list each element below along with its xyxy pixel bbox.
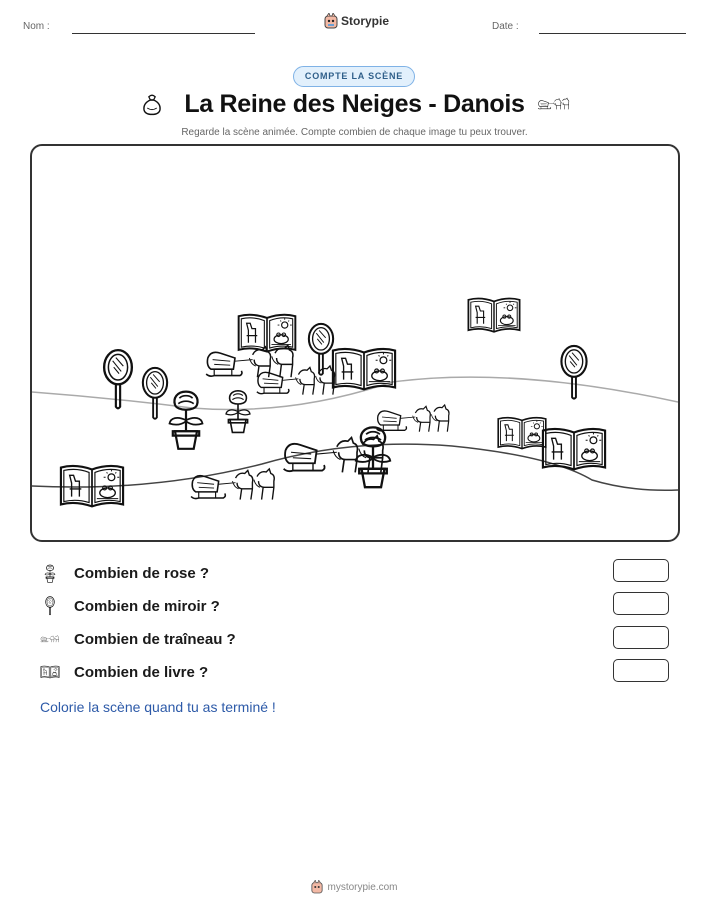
- answer-box-mirror[interactable]: [613, 592, 669, 615]
- mirror-icon: [40, 596, 60, 616]
- answer-box-rose[interactable]: [613, 559, 669, 582]
- storypie-mascot-icon: [311, 880, 323, 894]
- scene-illustration: [32, 146, 678, 540]
- brand-name: Storypie: [341, 14, 390, 28]
- counting-scene[interactable]: [30, 144, 680, 542]
- hill-back-line: [32, 377, 678, 409]
- sleigh-4[interactable]: [377, 405, 449, 432]
- rose-2[interactable]: [226, 391, 250, 433]
- storypie-mascot-icon: [324, 13, 338, 29]
- activity-badge: COMPTE LA SCÈNE: [293, 66, 415, 87]
- book-4[interactable]: [498, 418, 546, 449]
- footer-url[interactable]: mystorypie.com: [327, 881, 398, 893]
- question-sleigh-label: Combien de traîneau ?: [74, 630, 236, 648]
- book-icon: [40, 662, 60, 682]
- book-5[interactable]: [543, 429, 605, 469]
- coloring-instruction: Colorie la scène quand tu as terminé !: [40, 699, 276, 715]
- book-2[interactable]: [333, 349, 395, 389]
- mirror-4[interactable]: [561, 346, 586, 399]
- page-subtitle: Regarde la scène animée. Compte combien de chaque image tu peux trouver.: [181, 127, 528, 138]
- date-label: Date :: [492, 21, 519, 32]
- sleigh-icon: [537, 96, 571, 112]
- name-line[interactable]: [72, 33, 255, 34]
- page-title: La Reine des Neiges - Danois: [184, 90, 525, 118]
- question-book: [40, 659, 208, 685]
- date-line[interactable]: [539, 33, 686, 34]
- sleigh-1[interactable]: [206, 345, 293, 377]
- question-sleigh: [40, 626, 236, 652]
- sleigh-3[interactable]: [284, 436, 383, 473]
- rose-1[interactable]: [170, 392, 203, 449]
- question-book-label: Combien de livre ?: [74, 663, 209, 681]
- question-rose-label: Combien de rose ?: [74, 564, 210, 582]
- brand-logo: [324, 13, 389, 29]
- book-3[interactable]: [468, 299, 519, 332]
- mirror-2[interactable]: [143, 368, 167, 419]
- sleigh-5[interactable]: [191, 469, 274, 500]
- question-mirror-label: Combien de miroir ?: [74, 597, 220, 615]
- sleigh-icon: [40, 629, 60, 649]
- page-footer: [0, 880, 709, 894]
- answer-box-sleigh[interactable]: [613, 626, 669, 649]
- name-label: Nom :: [23, 21, 50, 32]
- rose-icon: [40, 563, 60, 583]
- question-mirror: [40, 593, 220, 619]
- answer-box-book[interactable]: [613, 659, 669, 682]
- question-rose: [40, 560, 209, 586]
